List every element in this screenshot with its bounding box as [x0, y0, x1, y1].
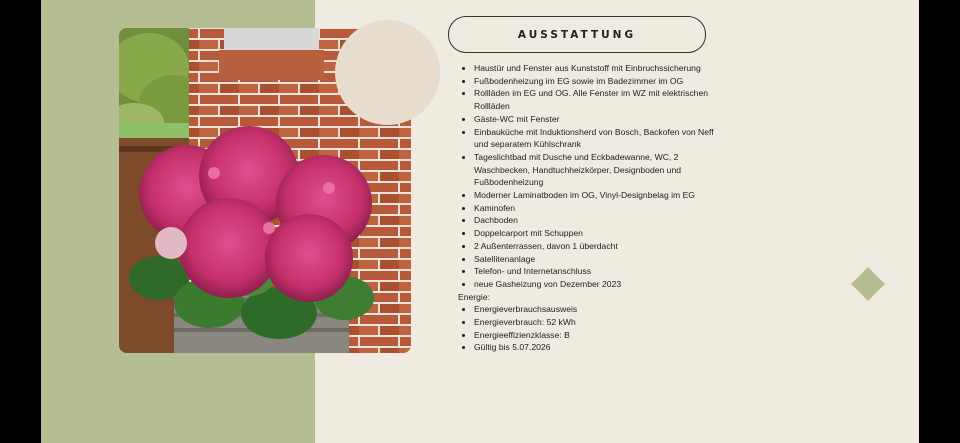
list-item: • Gäste-WC mit Fenster	[474, 113, 720, 126]
list-item: • Satellitenanlage	[474, 253, 720, 266]
list-item: • Fußbodenheizung im EG sowie im Badezimmer im OG	[474, 75, 720, 88]
list-item: • 2 Außenterrassen, davon 1 überdacht	[474, 240, 720, 253]
energy-list	[458, 303, 720, 354]
list-item: • Kaminofen	[474, 202, 720, 215]
decorative-circle	[335, 20, 440, 125]
features-list	[458, 62, 720, 291]
section-title: AUSSTATTUNG	[448, 16, 706, 53]
list-item: • Energieeffizienzklasse: B	[474, 329, 720, 342]
list-item: • neue Gasheizung von Dezember 2023	[474, 278, 720, 291]
list-item: • Dachboden	[474, 214, 720, 227]
list-item: • Energieverbrauchsausweis	[474, 303, 720, 316]
list-item: • Energieverbrauch: 52 kWh	[474, 316, 720, 329]
list-item: • Rollläden im EG und OG. Alle Fenster im WZ mit elektrischen Rollläden	[474, 87, 720, 112]
list-item: • Tageslichtbad mit Dusche und Eckbadewanne, WC, 2 Waschbecken, Handtuchheizkörper, Designboden und Fußbodenheizung	[474, 151, 720, 189]
features-list-container	[458, 62, 720, 354]
brochure-page	[41, 0, 919, 443]
list-item: • Gültig bis 5.07.2026	[474, 341, 720, 354]
list-item: • Einbauküche mit Induktionsherd von Bosch, Backofen von Neff und separatem Kühlschrank	[474, 126, 720, 151]
list-item: • Moderner Laminatboden im OG, Vinyl-Designbelag im EG	[474, 189, 720, 202]
diamond-icon	[851, 267, 885, 301]
energy-heading: Energie:	[458, 291, 491, 302]
list-item: • Telefon- und Internetanschluss	[474, 265, 720, 278]
list-item: • Haustür und Fenster aus Kunststoff mit Einbruchssicherung	[474, 62, 720, 75]
list-item: • Doppelcarport mit Schuppen	[474, 227, 720, 240]
